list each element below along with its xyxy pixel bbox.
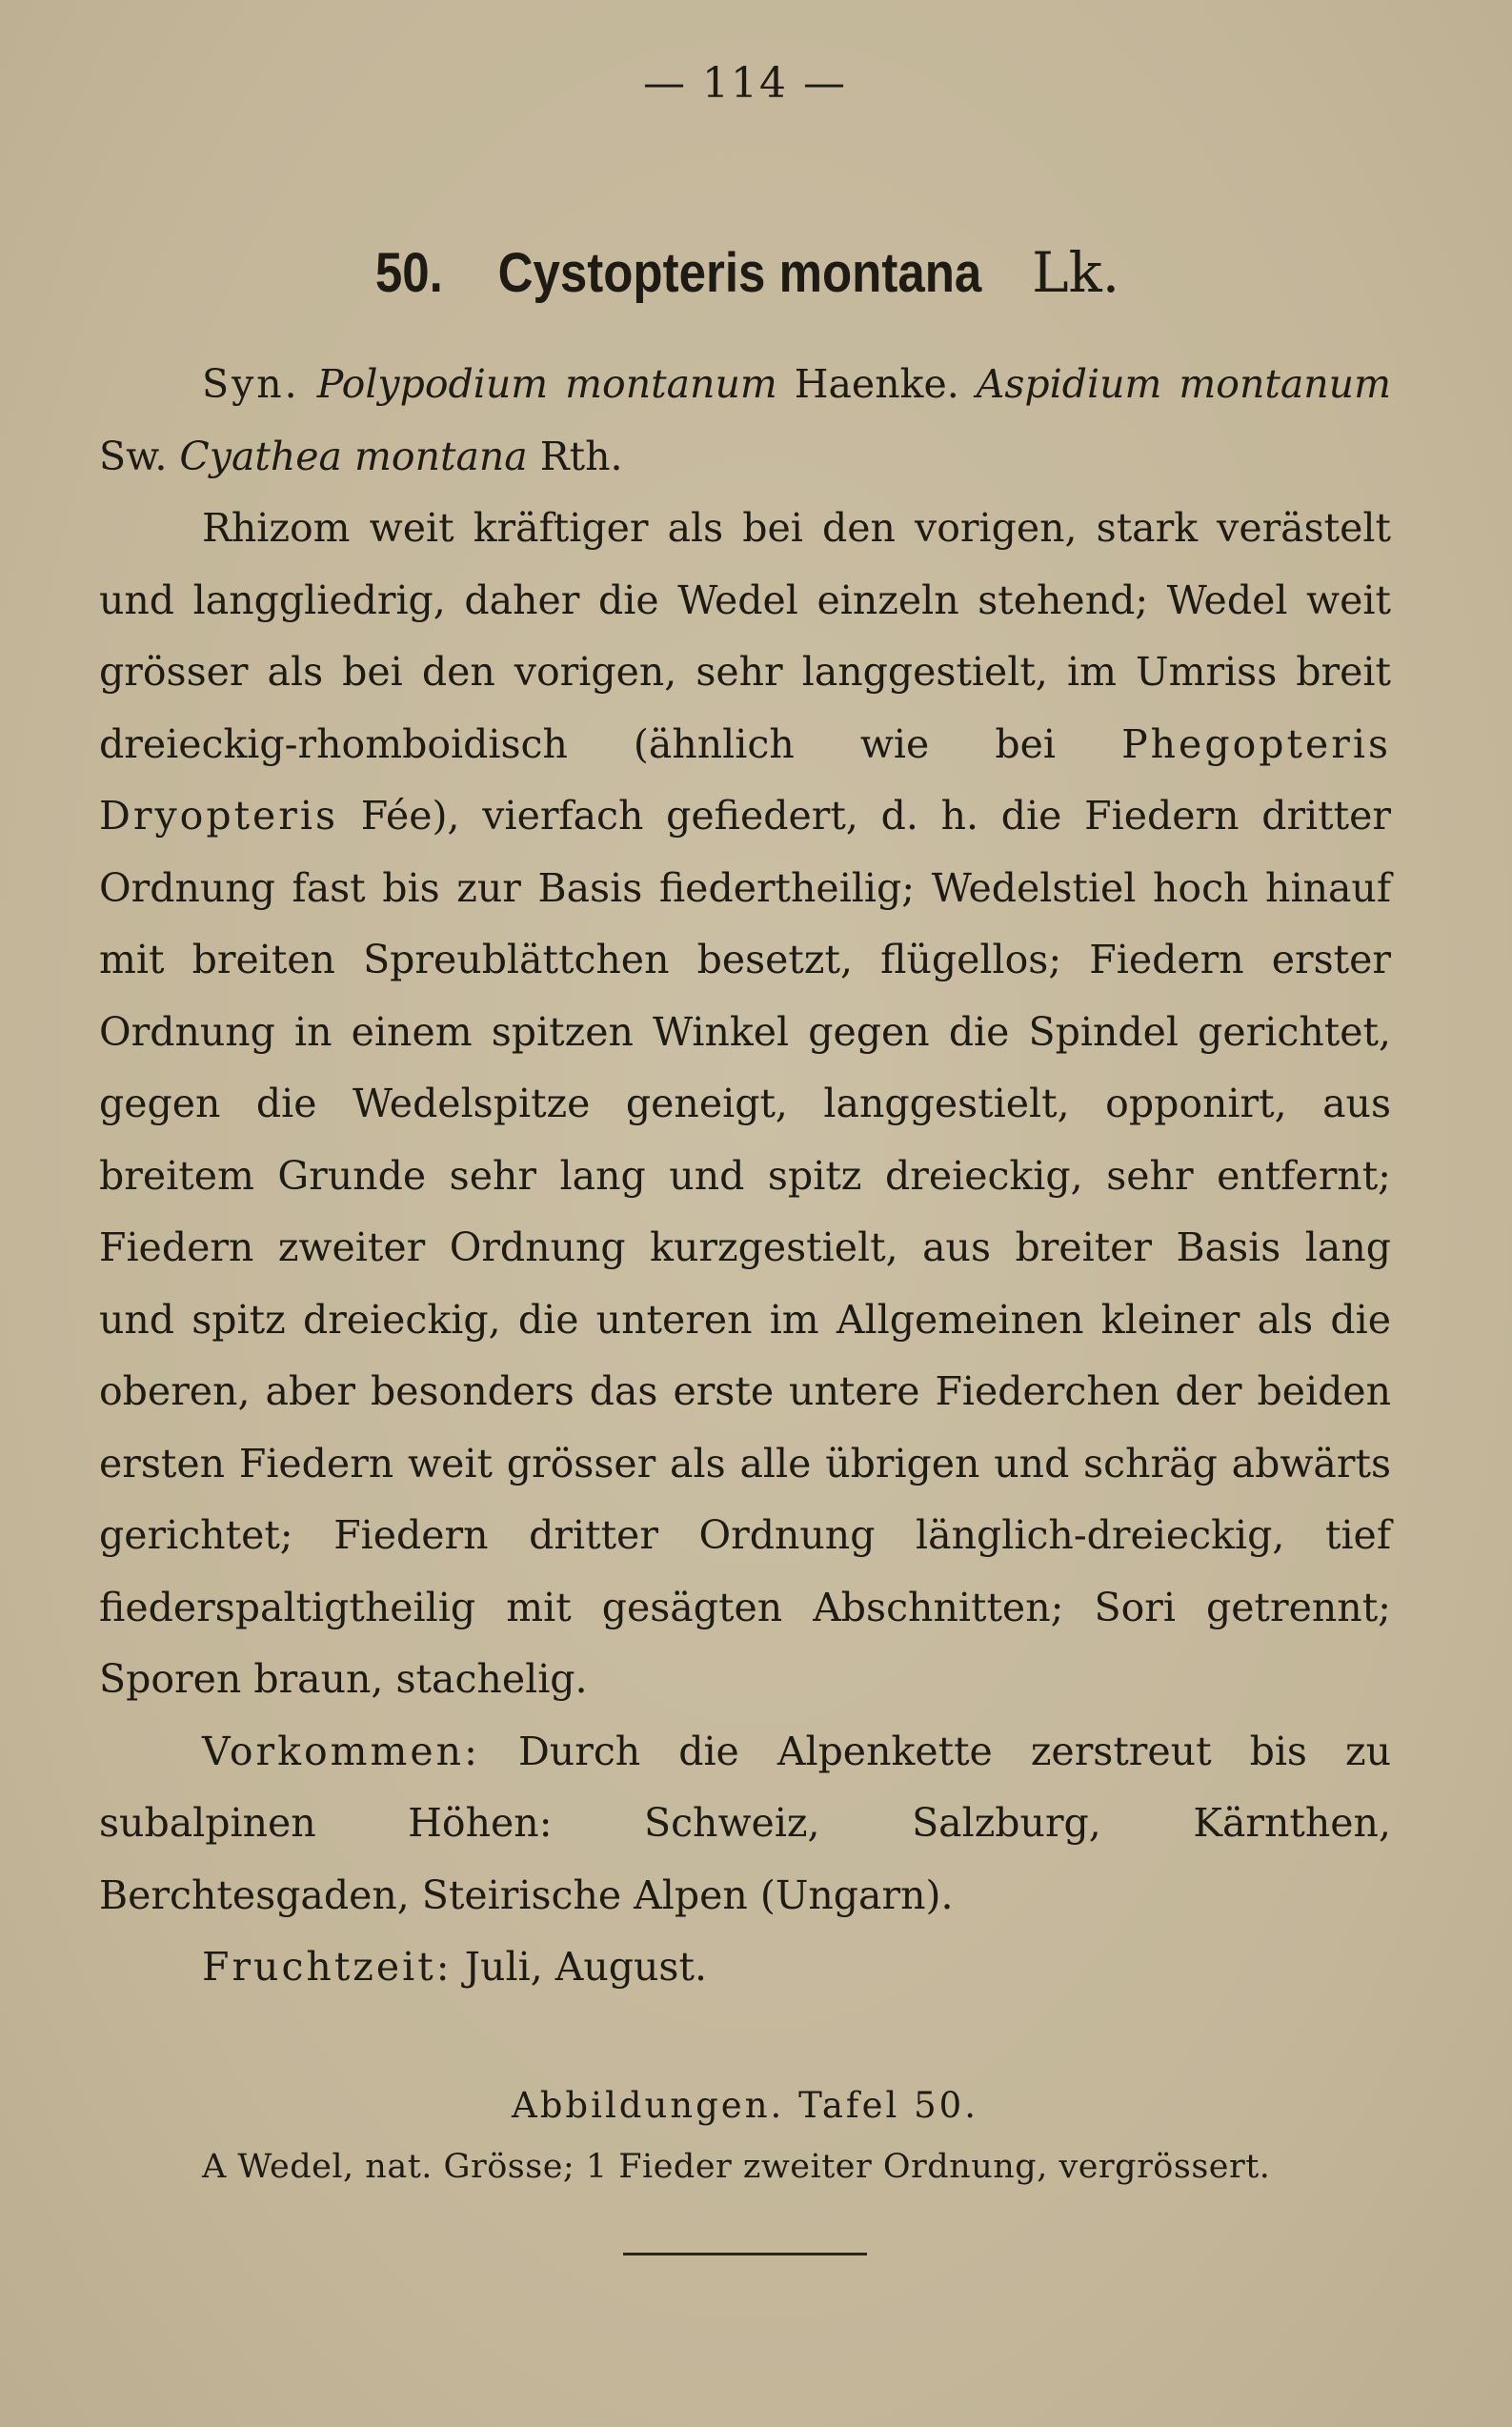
description-part-1: Rhizom weit kräftiger als bei den vorigen, stark verästelt und langgliedrig, daher die Wedel einzeln stehend; Wedel weit grösser als bei den vorigen, sehr langgestielt, im Umriss breit dreieckig-rhomboidisch (ähnlich wie bei [99, 505, 1391, 767]
fruiting-paragraph [99, 1931, 1391, 2004]
synonym-2-author: Sw. [99, 433, 168, 479]
description-part-2: Fée), vierfach gefiedert, d. h. die Fiedern dritter Ordnung fast bis zur Basis fiedertheilig; Wedelstiel hoch hinauf mit breiten Spreublättchen besetzt, flügellos; Fiedern erster Ordnung in einem spitzen Winkel gegen die Spindel gerichtet, gegen die Wedelspitze geneigt, langgestielt, opponirt, aus breitem Grunde sehr lang und spitz dreieckig, sehr entfernt; Fiedern zweiter Ordnung kurzgestielt, aus breiter Basis lang und spitz dreieckig, die unteren im Allgemeinen kleiner als die oberen, aber besonders das erste untere Fiederchen der beiden ersten Fiedern weit grösser als alle übrigen und schräg abwärts gerichtet; Fiedern dritter Ordnung länglich-dreieckig, tief fiederspaltigtheilig mit gesägten Abschnitten; Sori getrennt; Sporen braun, stachelig. [99, 793, 1391, 1702]
section-divider [623, 2253, 867, 2255]
species-heading [99, 238, 1391, 308]
figures-heading [99, 2085, 1391, 2126]
figures-plate: Tafel 50. [798, 2085, 978, 2126]
fruiting-text: Juli, August. [464, 1944, 707, 1990]
synonym-3-name: Cyathea montana [179, 433, 528, 479]
synonym-1-author: Haenke. [794, 361, 959, 407]
body-text [99, 349, 1391, 2004]
figures-label: Abbildungen. [512, 2085, 785, 2126]
synonyms-paragraph [99, 349, 1391, 493]
description-paragraph [99, 493, 1391, 1716]
synonym-1-name: Polypodium montanum [316, 361, 777, 407]
species-number: 50. [374, 242, 443, 304]
description-reference: Phegopteris Dryopteris [99, 720, 1391, 839]
synonym-2-name: Aspidium montanum [976, 361, 1391, 407]
page-number: — 114 — [643, 59, 847, 108]
species-author: Lk. [1032, 240, 1120, 305]
occurrence-label: Vorkommen: [202, 1728, 480, 1774]
synonyms-label: Syn. [202, 361, 300, 407]
occurrence-paragraph [99, 1716, 1391, 1932]
figures-caption: A Wedel, nat. Grösse; 1 Fieder zweiter Ordnung, vergrössert. [202, 2148, 1271, 2186]
species-name: Cystopteris montana [497, 242, 982, 304]
fruiting-label: Fruchtzeit: [202, 1944, 453, 1990]
synonym-3-author: Rth. [539, 433, 623, 479]
occurrence-text: Durch die Alpenkette zerstreut bis zu subalpinen Höhen: Schweiz, Salzburg, Kärnthen, Berchtesgaden, Steirische Alpen (Ungarn). [99, 1728, 1391, 1918]
